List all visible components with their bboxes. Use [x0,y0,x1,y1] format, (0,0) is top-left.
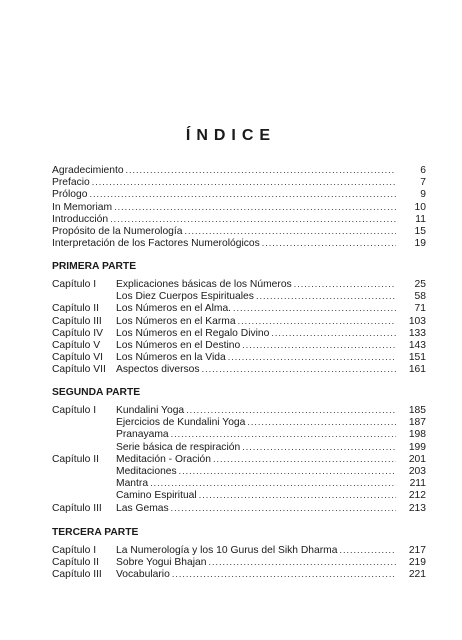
entry-page: 7 [420,177,426,189]
toc-part-1 [52,278,426,376]
chapter-label: Capítulo III [52,569,102,581]
entry-page: 151 [408,352,426,364]
entry-label: Introducción [52,213,109,225]
entry-page: 217 [408,545,426,556]
dot-leader [271,327,396,339]
part-heading: TERCERA PARTE [52,527,139,538]
entry-page: 10 [414,201,426,213]
entry-page: 25 [414,279,426,290]
dot-leader [242,441,396,453]
entry-label: Los Números en el Alma. [116,303,232,315]
dot-leader [238,315,396,327]
entry-label: Los Números en el Destino [116,339,241,351]
dot-leader [340,544,397,556]
dot-leader [247,416,396,428]
entry-page: 211 [409,478,426,490]
entry-page: 6 [420,165,426,176]
dot-leader [110,213,396,225]
entry-label: La Numerología y los 10 Gurus del Sikh Dharma [116,545,338,556]
toc-entry[interactable] [52,416,426,428]
dot-leader [262,237,396,249]
entry-label: Sobre Yogui Bhajan [116,557,207,569]
entry-page: 213 [408,502,426,514]
entry-label: Los Diez Cuerpos Espirituales [116,291,254,303]
toc-entry[interactable] [52,278,426,290]
chapter-label: Capítulo VI [52,352,103,364]
toc-entry[interactable] [52,489,426,501]
toc-entry[interactable] [52,568,426,580]
chapter-label: Capítulo I [52,545,97,556]
entry-label: In Memoriam [52,201,113,213]
toc-entry[interactable] [52,302,426,314]
chapter-label: Capítulo I [52,405,97,416]
dot-leader [172,568,396,580]
entry-label: Los Números en la Vida [116,352,226,364]
toc-entry[interactable] [52,327,426,339]
entry-page: 185 [408,405,426,416]
chapter-label: Capítulo III [52,315,102,327]
toc-entry[interactable] [52,339,426,351]
part-heading: SEGUNDA PARTE [52,387,141,398]
entry-page: 203 [408,465,426,477]
dot-leader [256,290,396,302]
entry-label: Mantra [116,478,149,490]
entry-label: Kundalini Yoga [116,405,185,416]
entry-label: Prefacio [52,177,90,189]
toc-entry[interactable] [52,465,426,477]
toc-entry[interactable] [52,188,426,200]
entry-page: 58 [414,291,426,303]
dot-leader [90,188,397,200]
entry-label: Vocabulario [116,569,170,581]
toc-entry[interactable] [52,176,426,188]
entry-label: Los Números en el Regalo Divino [116,327,270,339]
entry-label: Meditaciones [116,465,177,477]
dot-leader [202,363,396,375]
toc-entry[interactable] [52,290,426,302]
toc-entry[interactable] [52,477,426,489]
entry-label: Serie básica de respiración [116,441,241,453]
dot-leader [185,225,396,237]
entry-page: 71 [414,303,426,315]
toc-entry[interactable] [52,213,426,225]
entry-page: 221 [408,569,426,581]
entry-page: 201 [408,453,426,465]
entry-page: 9 [420,189,426,201]
entry-label: Propósito de la Numerología [52,225,183,237]
chapter-label: Capítulo V [52,339,101,351]
chapter-label: Capítulo II [52,303,99,315]
chapter-label: Capítulo VII [52,364,106,376]
dot-leader [199,489,396,501]
entry-label: Prólogo [52,189,88,201]
dot-leader [171,428,396,440]
entry-label: Agradecimiento [52,165,124,176]
toc-entry[interactable] [52,201,426,213]
chapter-label: Capítulo I [52,279,97,290]
entry-label: Camino Espiritual [116,490,197,502]
dot-leader [186,404,396,416]
toc-entry[interactable] [52,453,426,465]
toc-entry[interactable] [52,315,426,327]
entry-page: 219 [408,557,426,569]
dot-leader [233,302,396,314]
entry-page: 199 [408,441,426,453]
entry-page: 198 [408,429,426,441]
toc-part-3 [52,544,426,581]
chapter-label: Capítulo III [52,502,102,514]
entry-page: 103 [408,315,426,327]
entry-label: Ejercicios de Kundalini Yoga [116,417,246,429]
dot-leader [228,351,396,363]
entry-page: 143 [408,339,426,351]
toc-entry[interactable] [52,428,426,440]
entry-page: 212 [408,490,426,502]
part-heading: PRIMERA PARTE [52,261,137,272]
toc-part-2 [52,404,426,514]
chapter-label: Capítulo IV [52,327,103,339]
entry-label: Aspectos diversos [116,364,200,376]
entry-label: Interpretación de los Factores Numerológicos [52,238,260,250]
entry-page: 187 [408,417,426,429]
toc-entry[interactable] [52,237,426,249]
dot-leader [213,453,396,465]
dot-leader [171,502,396,514]
toc-entry[interactable] [52,164,426,176]
entry-label: Pranayama [116,429,169,441]
dot-leader [114,201,396,213]
dot-leader [242,339,396,351]
chapter-label: Capítulo II [52,557,99,569]
entry-page: 19 [414,238,426,250]
dot-leader [294,278,396,290]
toc-entry[interactable] [52,363,426,375]
toc-entry[interactable] [52,544,426,556]
entry-page: 11 [415,213,426,225]
toc-front-matter [52,164,426,249]
toc-entry[interactable] [52,225,426,237]
entry-label: Explicaciones básicas de los Números [116,279,292,290]
toc-entry[interactable] [52,404,426,416]
dot-leader [179,465,396,477]
dot-leader [92,176,396,188]
toc-entry[interactable] [52,441,426,453]
dot-leader [150,477,396,489]
toc-entry[interactable] [52,351,426,363]
entry-page: 161 [408,364,426,376]
entry-label: Las Gemas [116,502,169,514]
entry-page: 133 [408,327,426,339]
entry-page: 15 [414,225,426,237]
chapter-label: Capítulo II [52,453,99,465]
entry-label: Los Números en el Karma [116,315,236,327]
toc-entry[interactable] [52,502,426,514]
dot-leader [126,164,396,176]
page-title: ÍNDICE [185,127,277,144]
entry-label: Meditación - Oración [116,453,211,465]
toc-entry[interactable] [52,556,426,568]
dot-leader [208,556,396,568]
